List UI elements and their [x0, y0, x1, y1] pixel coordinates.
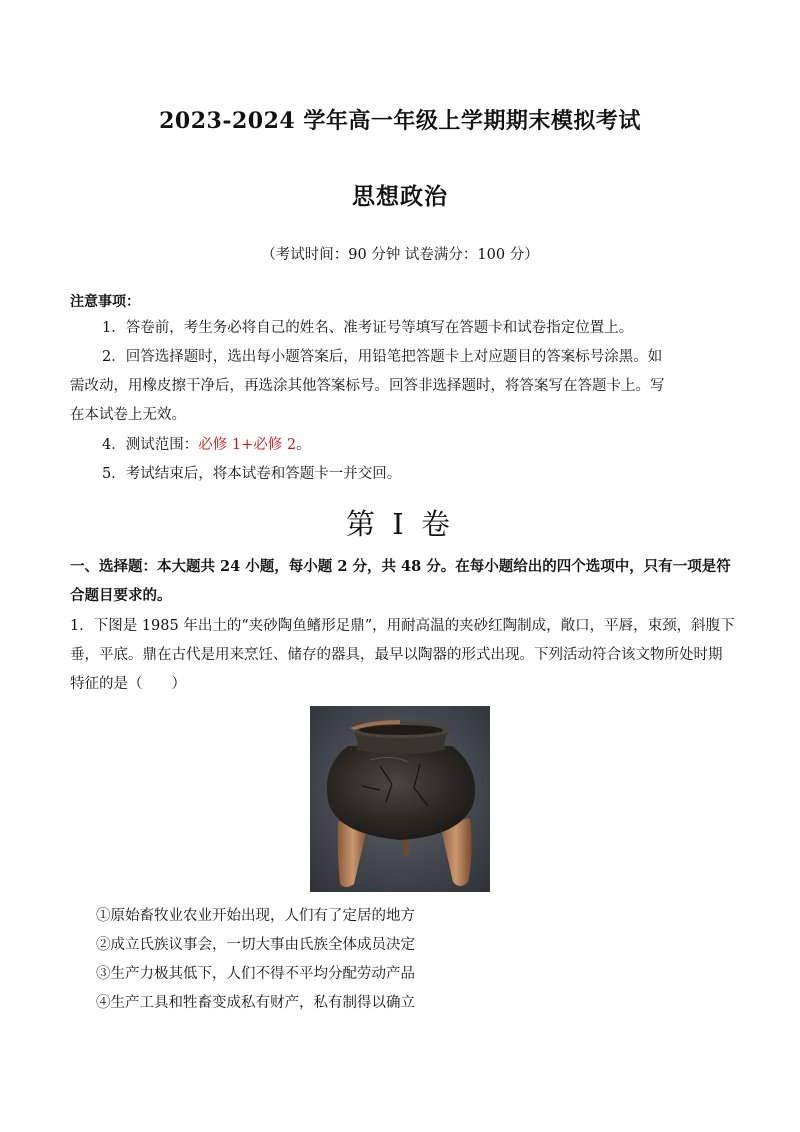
question-1-stem: 1．下图是 1985 年出土的“夹砂陶鱼鳍形足鼎”，用耐高温的夹砂红陶制成，敞口，平唇，束颈，斜腹下垂，平底。鼎在古代是用来烹饪、储存的器具，最早以陶器的形式出现。下列活动符合该文物所处时期特征的是（ ）: [70, 618, 735, 692]
notice-item-4-prefix: 4．测试范围：: [102, 437, 199, 453]
notice-item-4-suffix: 。: [296, 437, 311, 453]
exam-title: 2023-2024 学年高一年级上学期期末模拟考试: [159, 108, 641, 134]
option-3: ③生产力极其低下，人们不得不平均分配劳动产品: [96, 966, 415, 982]
notice-item-5: 5．考试结束后，将本试卷和答题卡一并交回。: [102, 466, 402, 482]
pottery-ding-image: [310, 706, 490, 892]
notice-item-2-line-2: 需改动，用橡皮擦干净后，再选涂其他答案标号。回答非选择题时，将答案写在答题卡上。写: [70, 378, 665, 394]
exam-info: （考试时间：90 分钟 试卷满分：100 分）: [261, 247, 539, 263]
volume-title: 第 I 卷: [346, 507, 454, 541]
option-1: ①原始畜牧业农业开始出现，人们有了定居的地方: [96, 908, 415, 924]
subject-title: 思想政治: [352, 183, 448, 210]
test-range: 必修 1+必修 2: [198, 437, 297, 453]
notice-item-2-line-3: 在本试卷上无效。: [70, 407, 186, 423]
notice-item-2-line-1: 2．回答选择题时，选出每小题答案后，用铅笔把答题卡上对应题目的答案标号涂黑。如: [102, 349, 663, 365]
notice-item-4: [70, 434, 735, 456]
notice-heading: 注意事项：: [70, 294, 140, 310]
section-heading: 一、选择题：本大题共 24 小题，每小题 2 分，共 48 分。在每小题给出的四个选项中，只有一项是符合题目要求的。: [70, 558, 731, 604]
option-4: ④生产工具和牲畜变成私有财产，私有制得以确立: [96, 995, 415, 1011]
option-2: ②成立氏族议事会，一切大事由氏族全体成员决定: [96, 937, 415, 953]
notice-item-1: 1．答卷前，考生务必将自己的姓名、准考证号等填写在答题卡和试卷指定位置上。: [102, 320, 634, 336]
